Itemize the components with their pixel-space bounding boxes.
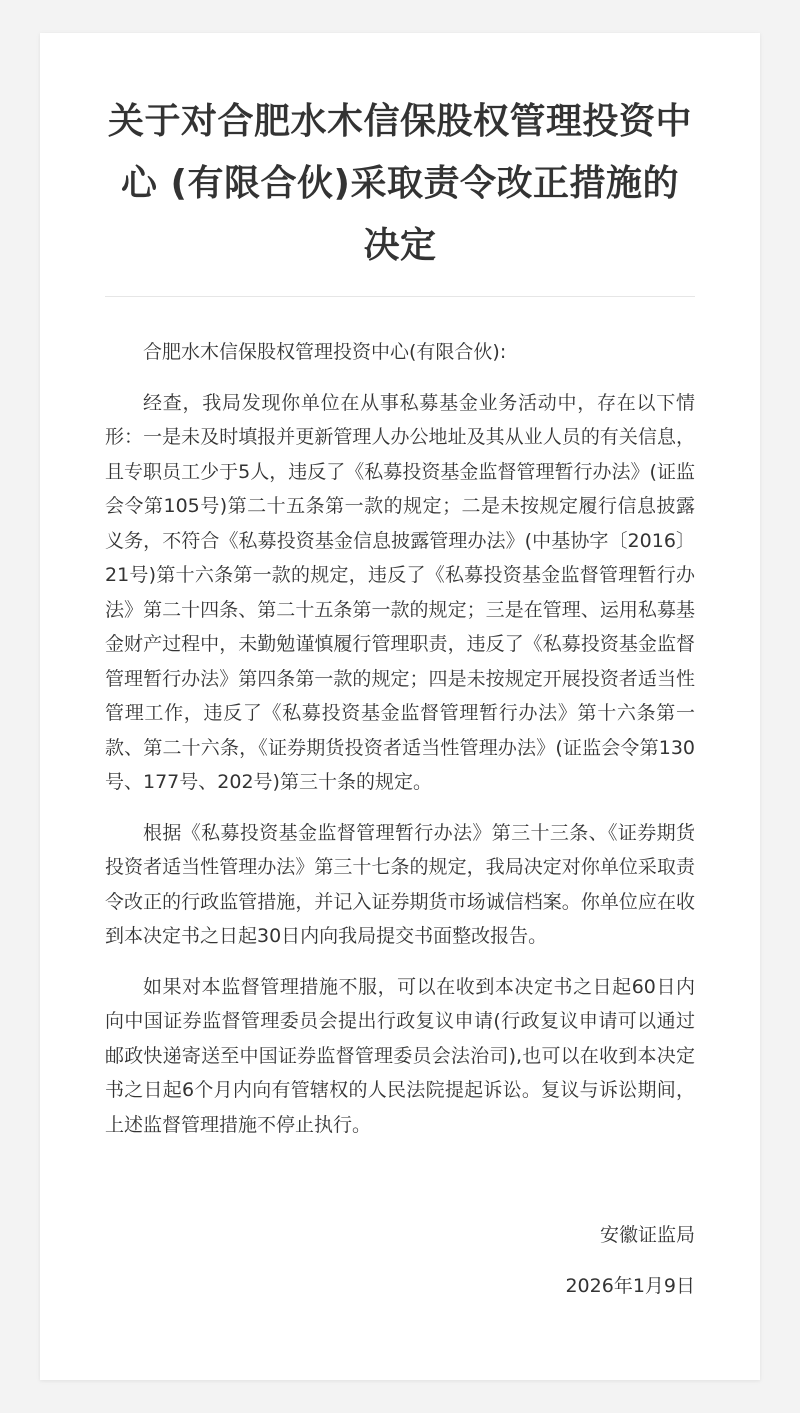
title-divider (105, 296, 695, 297)
issuer: 安徽证监局 (599, 1224, 695, 1246)
document-body (105, 335, 695, 1142)
paragraph-appeal: 如果对本监督管理措施不服，可以在收到本决定书之日起60日内向中国证券监督管理委员会提出行政复议申请(行政复议申请可以通过邮政快递寄送至中国证券监督管理委员会法治司),也可以在收到本决定书之日起6个月内向有管辖权的人民法院提起诉讼。复议与诉讼期间，上述监督管理措施不停止执行。 (105, 975, 695, 1136)
signature-block (105, 1218, 695, 1303)
document-title: 关于对合肥水木信保股权管理投资中心 (有限合伙)采取责令改正措施的决定 (107, 101, 692, 266)
paragraph-findings: 经查，我局发现你单位在从事私募基金业务活动中，存在以下情形：一是未及时填报并更新管理人办公地址及其从业人员的有关信息，且专职员工少于5人，违反了《私募投资基金监督管理暂行办法》(证监会令第105号)第二十五条第一款的规定；二是未按规定履行信息披露义务，不符合《私募投资基金信息披露管理办法》(中基协字〔2016〕21号)第十六条第一款的规定，违反了《私募投资基金监督管理暂行办法》第二十四条、第二十五条第一款的规定；三是在管理、运用私募基金财产过程中，未勤勉谨慎履行管理职责，违反了《私募投资基金监督管理暂行办法》第四条第一款的规定；四是未按规定开展投资者适当性管理工作，违反了《私募投资基金监督管理暂行办法》第十六条第一款、第二十六条，《证券期货投资者适当性管理办法》(证监会令第130号、177号、202号)第三十条的规定。 (105, 391, 695, 793)
issue-date: 2026年1月9日 (565, 1275, 695, 1297)
document-card (40, 33, 760, 1380)
paragraph-decision: 根据《私募投资基金监督管理暂行办法》第三十三条、《证券期货投资者适当性管理办法》第三十七条的规定，我局决定对你单位采取责令改正的行政监管措施，并记入证券期货市场诚信档案。你单位应在收到本决定书之日起30日内向我局提交书面整改报告。 (105, 821, 695, 947)
addressee: 合肥水木信保股权管理投资中心(有限合伙): (143, 341, 507, 363)
